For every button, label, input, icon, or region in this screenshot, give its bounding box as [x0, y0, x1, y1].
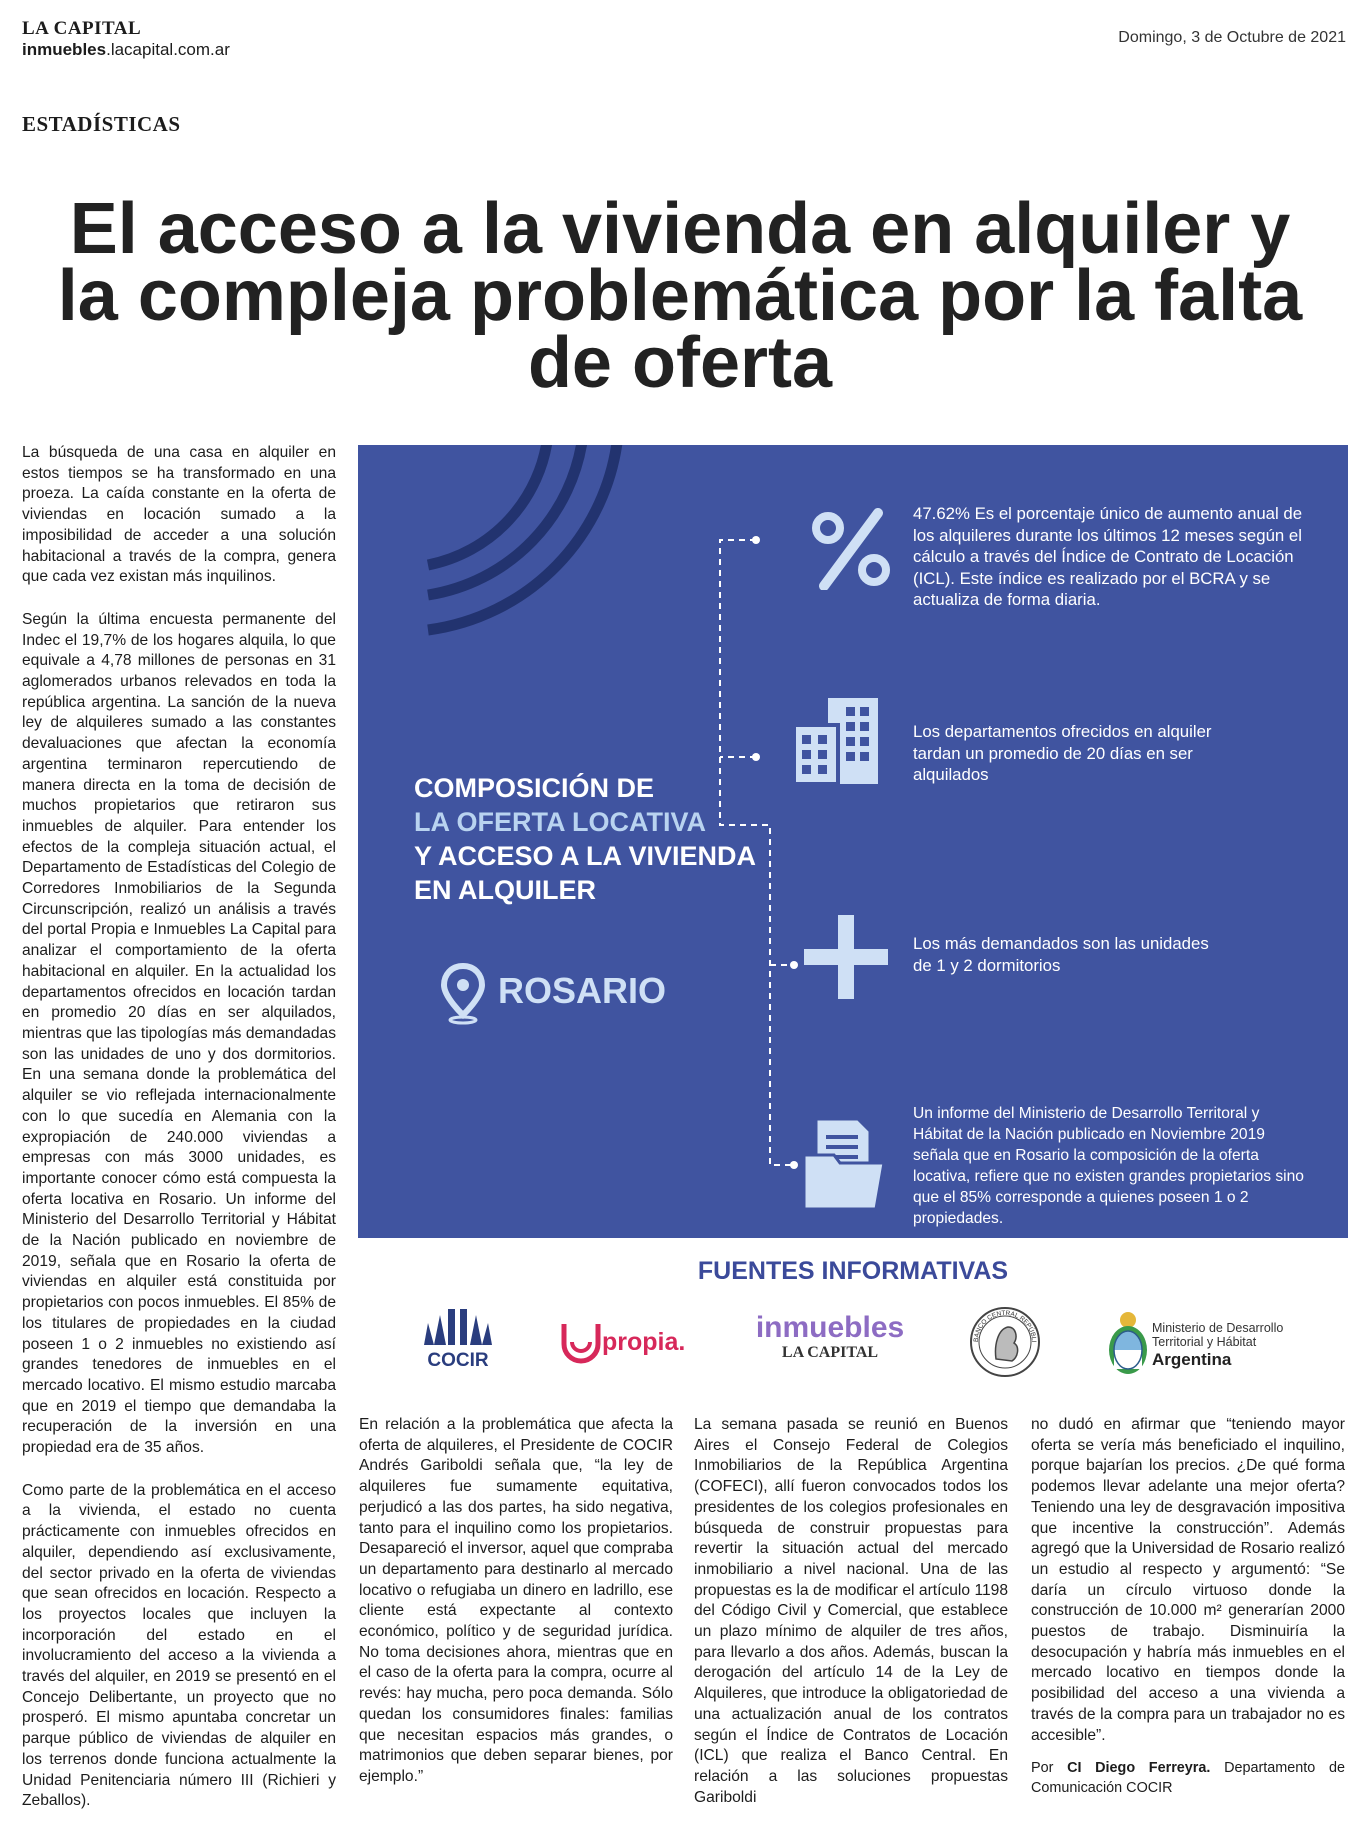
propia-logo: [558, 1320, 688, 1370]
domain-bold: inmuebles: [22, 40, 107, 59]
fact-text-report: Un informe del Ministerio de Desarrollo Territoral y Hábitat de la Nación publicado en Noviembre 2019 señala que en Rosario la composición de la oferta locativa, refiere que no existen grandes propietarios sino que el 85% corresponde a quienes poseen 1 o 2 propiedades.: [913, 1105, 1304, 1227]
ministerio-line: Territorial y Hábitat: [1152, 1335, 1257, 1349]
paragraph: En relación a la problemática que afecta la oferta de alquileres, el Presidente de COCIR Andrés Gariboldi señala que, “la ley de alquileres fue sumamente equitativa, perjudicó a las dos partes, ha sido negativa, tanto para el inquilino como los propietarios. Desapareció el inversor, aquel que compraba un departamento para destinarlo al mercado locativo o refugiaba un dinero en ladrillo, ese cliente está expectante al contexto económico, político y de seguridad jurídica. No toma decisiones ahora, mientras que en el caso de la oferta para la compra, ocurre al revés: hay mucha, pero poca demanda. Sólo quedan los consumidores finales: familias que necesitan espacios más grandes, o matrimonios que deben separar bienes, por ejemplo.”: [359, 1416, 673, 1785]
article-column-4: [1031, 1415, 1345, 1798]
domain-rest: .lacapital.com.ar: [106, 40, 230, 59]
percent-icon: [806, 508, 896, 590]
article-column-1: [22, 443, 336, 1834]
title-line: LA OFERTA LOCATIVA: [414, 807, 706, 837]
ministerio-country: Argentina: [1152, 1350, 1232, 1369]
section-label: ESTADÍSTICAS: [22, 112, 181, 136]
cocir-crown-icon: [418, 1305, 498, 1347]
folder-document-icon: [798, 1115, 890, 1215]
fact-text-percent: 47.62% Es el porcentaje único de aumento anual de los alquileres durante los últimos 12 meses según el cálculo a través del Índice de Contrato de Locación (ICL). Este índice es realizado por el BCRA y se actualiza de forma diaria.: [913, 504, 1303, 609]
issue-date: Domingo, 3 de Octubre de 2021: [1118, 29, 1346, 46]
location-pin-icon: [440, 963, 486, 1025]
byline-prefix: Por: [1031, 1760, 1068, 1777]
lacapital-label: LA CAPITAL: [781, 1344, 879, 1361]
title-line: Y ACCESO A LA VIVIENDA: [414, 841, 757, 871]
byline-author: CI Diego Ferreyra.: [1067, 1760, 1211, 1777]
inmuebles-lacapital-logo: [745, 1312, 915, 1372]
bcra-seal-text: BANCO CENTRAL REPÚBLI: [972, 1309, 1038, 1343]
paragraph: no dudó en afirmar que “teniendo mayor oferta se vería más beneficiado el inquilino, porque bajarían los precios. ¿De qué forma podemos llevar adelante una mejor oferta? Teniendo una ley de desgravación impositiva que incentive la construcción”. Además agregó que la Universidad de Rosario realizó un estudio al respecto y argumentó: “Se daría un círculo virtuoso donde la construcción de 10.000 m² generarían 2000 puestos de trabajo. Disminuiría la desocupación y habría más inmuebles en el mercado locativo en tiempos donde la posibilidad del acceso a una vivienda a través de la compra para un trabajador no es accesible”.: [1031, 1416, 1345, 1744]
plus-icon: [800, 911, 892, 1003]
paragraph: La búsqueda de una casa en alquiler en estos tiempos se ha transformado en una proeza. La caída constante en la oferta de viviendas en locación sumado a la imposibilidad de acceder a una solución habitacional a través de la compra, genera que cada vez existan más inquilinos.: [22, 444, 336, 586]
masthead-logo: LA CAPITAL: [22, 18, 142, 39]
masthead-domain: [22, 40, 230, 60]
cocir-logo: [418, 1305, 498, 1370]
cocir-label: COCIR: [427, 1350, 489, 1371]
city-label: ROSARIO: [498, 970, 667, 1011]
sources-title: FUENTES INFORMATIVAS: [697, 1257, 1009, 1285]
paragraph: Como parte de la problemática en el acceso a la vivienda, el estado no cuenta prácticamente con inmuebles ofrecidos en alquiler, dependiendo así exclusivamente, del sector privado en la oferta de viviendas que sean ofrecidos en locación. Respecto a los proyectos locales que incluyen la incorporación del estado en el involucramiento del acceso a la vivienda a través del alquiler, en 2019 se presentó en el Concejo Delibertante, un proyecto que no prosperó. El mismo apuntaba concretar un parque público de viviendas de alquiler en los terrenos donde funciona actualmente la Unidad Penitenciaria número III (Richieri y Zeballos).: [22, 1481, 336, 1810]
article-column-2: [359, 1415, 673, 1810]
fact-text-building: Los departamentos ofrecidos en alquiler tardan un promedio de 20 días en ser alquilados: [913, 722, 1212, 784]
article-column-3: [694, 1415, 1008, 1830]
infographic: [358, 445, 1348, 1238]
propia-label: propia.: [602, 1328, 686, 1356]
title-line: EN ALQUILER: [414, 875, 596, 905]
coat-of-arms-icon: [1102, 1308, 1154, 1378]
fact-text-plus: Los más demandados son las unidades de 1 y 2 dormitorios: [913, 934, 1209, 975]
paragraph: Según la última encuesta permanente del Indec el 19,7% de los hogares alquila, lo que equivale a 4,78 millones de personas en 31 aglomerados urbanos relevados en toda la república argentina. La sanción de la nueva ley de alquileres sumado a las constantes devaluaciones que afectan la economía argentina terminaron repercutiendo de manera directa en la toma de decisión de muchos propietarios que retiraron sus inmuebles de alquiler. Para entender los efectos de la compleja situación actual, el Departamento de Estadísticas del Colegio de Corredores Inmobiliarios de la Segunda Circunscripción, realizó un análisis a través del portal Propia e Inmuebles La Capital para analizar el comportamiento de la oferta habitacional en alquiler. En la actualidad los departamentos ofrecidos en locación tardan en promedio 20 días en ser alquilados, mientras que las tipologías más demandadas son las unidades de uno y dos dormitorios. En una semana donde la problemática del alquiler se vio reflejada internacionalmente con lo que sucedía en Alemania con la expropiación de 240.000 viviendas a empresas con más 3000 unidades, es importante conocer cómo está compuesta la oferta locativa en Rosario. Un informe del Ministerio del Desarrollo Territorial y Hábitat de la Nación publicado en noviembre de 2019, señala que en Rosario la oferta de viviendas en alquiler está constituida por propietarios con pocos inmuebles. El 85% de los titulares de propiedades en la ciudad poseen 1 o 2 inmuebles no existiendo así grandes tenedores de inmuebles en el mercado locativo. El mismo estudio marcaba que en 2019 el tiempo que demandaba la recuperación de la inversión en una propiedad era de 35 años.: [22, 610, 336, 1457]
paragraph: La semana pasada se reunió en Buenos Aires el Consejo Federal de Colegios Inmobiliarios de la República Argentina (COFECI), allí fueron convocados todos los presidentes de los colegios profesionales en búsqueda de construir propuestas para revertir la situación actual del mercado inmobiliario a nivel nacional. Una de las propuestas es la de modificar el artículo 1198 del Código Civil y Comercial, que establece un plazo mínimo de alquiler de tres años, para llevarlo a dos años. Además, buscan la derogación del artículo 14 de la Ley de Alquileres, que introduce la obligatoriedad de una actualización anual de los contratos según el Índice de Contratos de Locación (ICL) que realiza el Banco Central. En relación a las soluciones propuestas Gariboldi: [694, 1416, 1008, 1806]
propia-smile-icon: [558, 1320, 604, 1366]
ministerio-line: Ministerio de Desarrollo: [1152, 1321, 1284, 1335]
building-icon: [788, 695, 888, 787]
infographic-title: [414, 771, 756, 907]
bcra-seal-icon: [968, 1305, 1042, 1379]
inmuebles-label: inmuebles: [755, 1311, 905, 1344]
byline: [1031, 1758, 1345, 1798]
headline: El acceso a la vivienda en alquiler y la compleja problemática por la falta de oferta: [57, 189, 1303, 403]
byline-department: Departamento de Comunicación COCIR: [1031, 1760, 1345, 1797]
ministerio-logo-text: [1152, 1321, 1283, 1371]
title-line: COMPOSICIÓN DE: [414, 773, 655, 803]
bcra-seal-logo: [968, 1305, 1042, 1379]
